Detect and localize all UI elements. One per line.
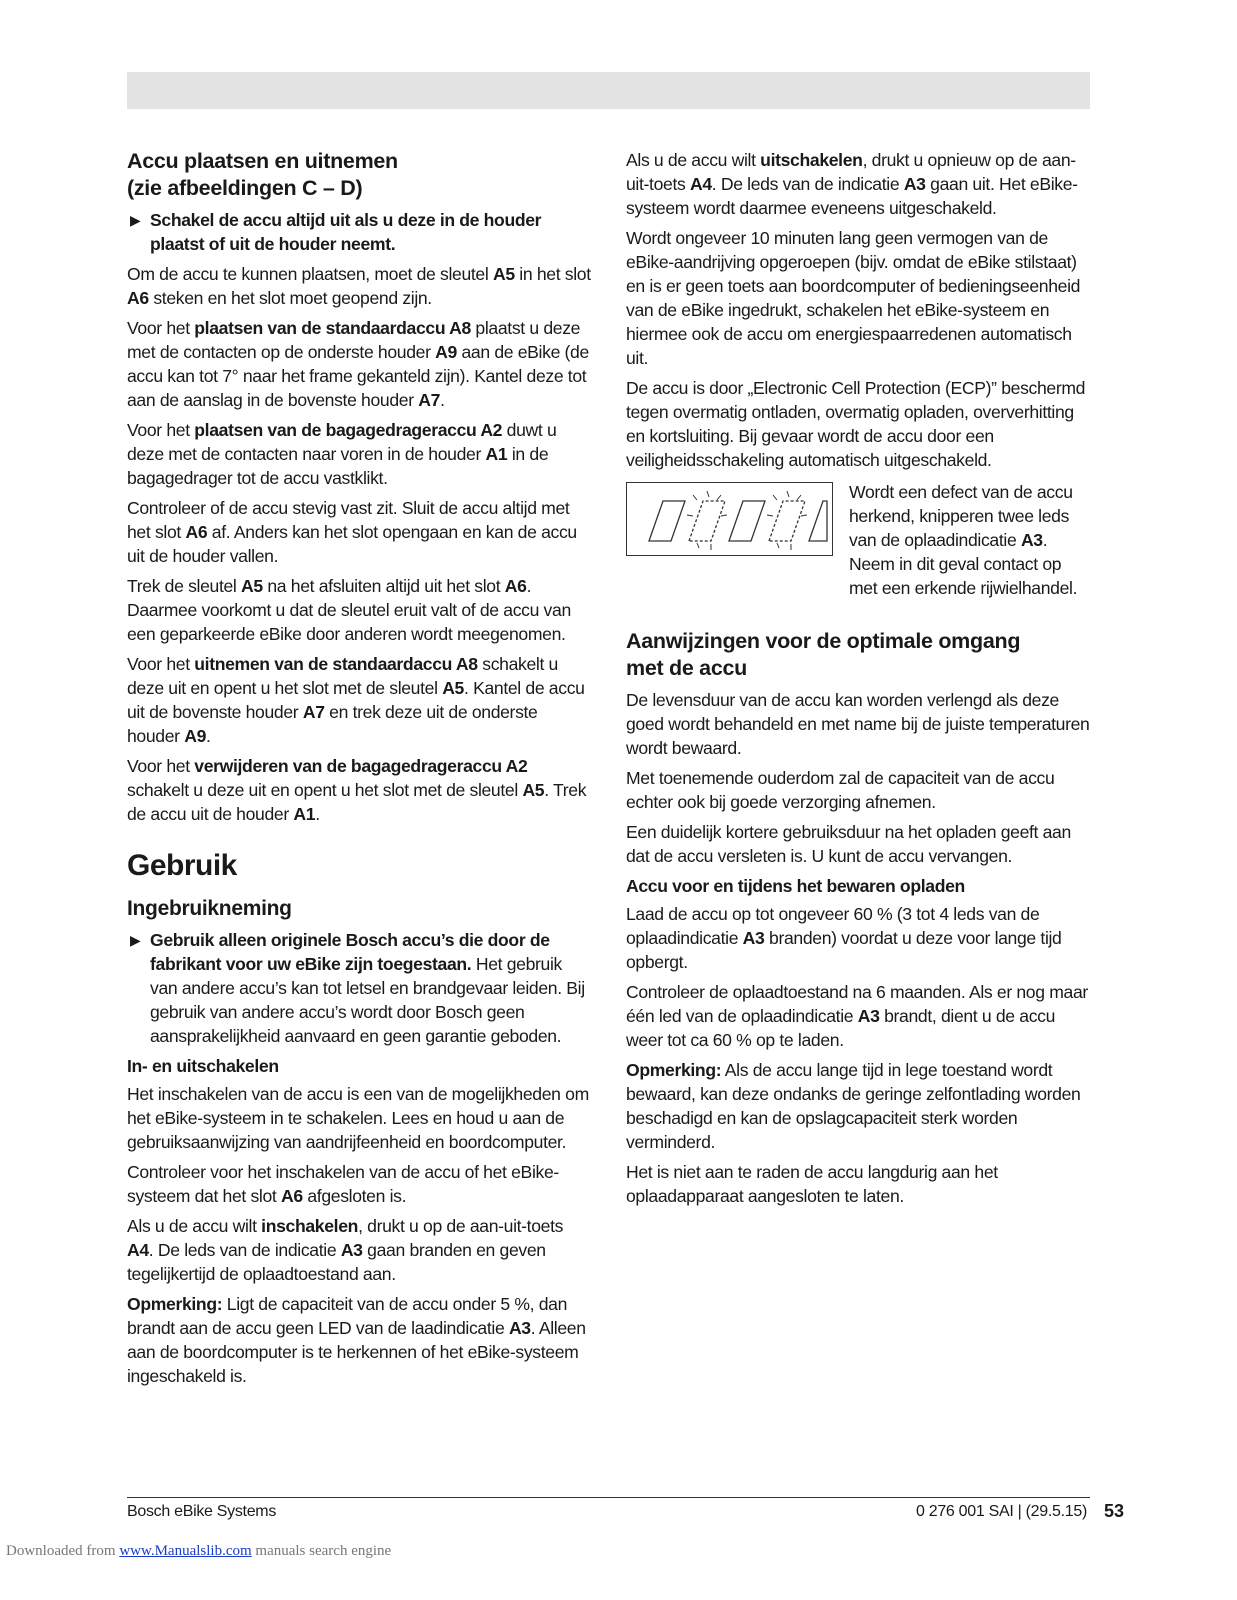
paragraph: Controleer de oplaadtoestand na 6 maanden. Als er nog maar één led van de oplaadindicatie A3 brandt, dient u de accu weer tot ca 60 % op te laden. [626,982,1088,1050]
defect-indicator-row [626,480,1091,606]
paragraph: Opmerking: Ligt de capaciteit van de accu onder 5 %, dan brandt aan de accu geen LED van de laadindicatie A3. Alleen aan de boordcomputer is te herkennen of het eBike-systeem ingeschakeld is. [127,1294,586,1386]
triangle-bullet-icon: ▶ [130,212,141,228]
paragraph: Opmerking: Als de accu lange tijd in lege toestand wordt bewaard, kan deze ondanks de geringe zelfontlading worden beschadigd en kan de opslagcapaciteit sterk worden verminderd. [626,1060,1081,1152]
footer-docref: 0 276 001 SAI | (29.5.15) [915,1503,1087,1520]
paragraph: Voor het plaatsen van de bagagedrageraccu A2 duwt u deze met de contacten naar voren in de houder A1 in de bagagedrager tot de accu vastklikt. [127,420,557,488]
warning-bullet: ▶ Schakel de accu altijd uit als u deze in de houder plaatst of uit de houder neemt. [130,210,542,254]
paragraph: Een duidelijk kortere gebruiksduur na het opladen geeft aan dat de accu versleten is. U kunt de accu vervangen. [626,822,1071,866]
subheading-storage: Accu voor en tijdens het bewaren opladen [626,876,965,896]
defect-text: Wordt een defect van de accu herkend, knipperen twee leds van de oplaadindicatie A3. Neem in dit geval contact op met een erkende rijwielhandel. [849,482,1078,598]
paragraph: Voor het uitnemen van de standaardaccu A8 schakelt u deze uit en opent u het slot met de sleutel A5. Kantel de accu uit de bovenste houder A7 en trek deze uit de onderste houder A9. [127,654,585,746]
warning-bullet: ▶ Gebruik alleen originele Bosch accu’s die door de fabrikant voor uw eBike zijn toegestaan. Het gebruik van andere accu’s kan tot letsel en brandgevaar leiden. Bij gebruik van andere accu’s wordt door Bosch geen aansprakelijkheid aanvaard en geen garantie geboden. [130,930,585,1046]
blinking-leds-icon [627,483,831,554]
paragraph: Wordt ongeveer 10 minuten lang geen vermogen van de eBike-aandrijving opgeroepen (bijv. omdat de eBike stilstaat) en is er geen toets aan boordcomputer of bedieningseenheid van de eBike ingedrukt, schakelen het eBike-systeem en hiermee ook de accu om energiespaarredenen automatisch uit. [626,228,1081,368]
led-indicator-figure [626,482,833,556]
right-column [626,148,1091,1214]
paragraph: Trek de sleutel A5 na het afsluiten altijd uit het slot A6. Daarmee voorkomt u dat de sleutel eruit valt of de accu van een geparkeerde eBike door anderen wordt meegenomen. [127,576,571,644]
paragraph: Als u de accu wilt inschakelen, drukt u op de aan-uit-toets A4. De leds van de indicatie A3 gaan branden en geven tegelijkertijd de oplaadtoestand aan. [127,1216,564,1284]
paragraph: Om de accu te kunnen plaatsen, moet de sleutel A5 in het slot A6 steken en het slot moet geopend zijn. [127,264,591,308]
paragraph: Het is niet aan te raden de accu langdurig aan het oplaadapparaat aangesloten te laten. [626,1162,998,1206]
section-title-tips: Aanwijzingen voor de optimale omgang met de accu [626,629,1021,680]
download-notice: Downloaded from www.Manualslib.com manuals search engine [6,1543,392,1559]
page-number: 53 [1104,1501,1125,1521]
paragraph: Het inschakelen van de accu is een van de mogelijkheden om het eBike-systeem in te schakelen. Lees en houd u aan de gebruiksaanwijzing van aandrijfeenheid en boordcomputer. [127,1084,589,1152]
paragraph: Controleer of de accu stevig vast zit. Sluit de accu altijd met het slot A6 af. Anders kan het slot opengaan en kan de accu uit de houder vallen. [127,498,577,566]
paragraph: Voor het verwijderen van de bagagedrageraccu A2 schakelt u deze uit en opent u het slot met de sleutel A5. Trek de accu uit de houder A1. [127,756,587,824]
heading-use: Gebruik [127,849,237,882]
triangle-bullet-icon: ▶ [130,932,141,948]
paragraph: De accu is door „Electronic Cell Protection (ECP)” beschermd tegen overmatig ontladen, overmatig opladen, oververhitting en kortsluiting. Bij gevaar wordt de accu door een veiligheidsschakeling automatisch uitgeschakeld. [626,378,1086,470]
header-bar [127,72,1090,109]
footer-company: Bosch eBike Systems [127,1503,277,1520]
paragraph: Laad de accu op tot ongeveer 60 % (3 tot 4 leds van de oplaadindicatie A3 branden) voordat u deze voor lange tijd opbergt. [626,904,1062,972]
section-title-battery-insert: Accu plaatsen en uitnemen (zie afbeeldingen C – D) [127,149,398,200]
manualslib-link[interactable]: www.Manualslib.com [119,1543,252,1559]
paragraph: Met toenemende ouderdom zal de capaciteit van de accu echter ook bij goede verzorging afnemen. [626,768,1055,812]
heading-start: Ingebruikneming [127,897,292,920]
subheading-onoff: In- en uitschakelen [127,1056,279,1076]
paragraph: Voor het plaatsen van de standaardaccu A8 plaatst u deze met de contacten op de onderste houder A9 aan de eBike (de accu kan tot 7° naar het frame gekanteld zijn). Kantel deze tot aan de aanslag in de bovenste houder A7. [127,318,589,410]
paragraph: Controleer voor het inschakelen van de accu of het eBike-systeem dat het slot A6 afgesloten is. [127,1162,559,1206]
footer-rule [127,1497,1090,1498]
paragraph: De levensduur van de accu kan worden verlengd als deze goed wordt behandeld en met name bij de juiste temperaturen wordt bewaard. [626,690,1090,758]
paragraph: Als u de accu wilt uitschakelen, drukt u opnieuw op de aan-uit-toets A4. De leds van de indicatie A3 gaan uit. Het eBike-systeem wordt daarmee eveneens uitgeschakeld. [626,150,1078,218]
left-column [127,148,592,1394]
